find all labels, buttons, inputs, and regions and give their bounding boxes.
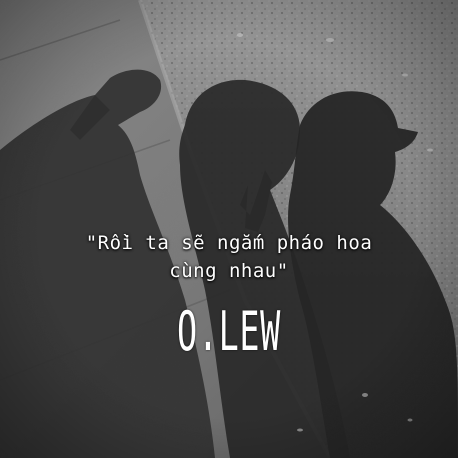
lyric-caption-line-1: "Rồi ta sẽ ngắm pháo hoa	[85, 232, 373, 254]
artist-name: O.LEW	[177, 300, 281, 363]
lyric-caption-line-2: cùng nhau"	[169, 260, 289, 282]
